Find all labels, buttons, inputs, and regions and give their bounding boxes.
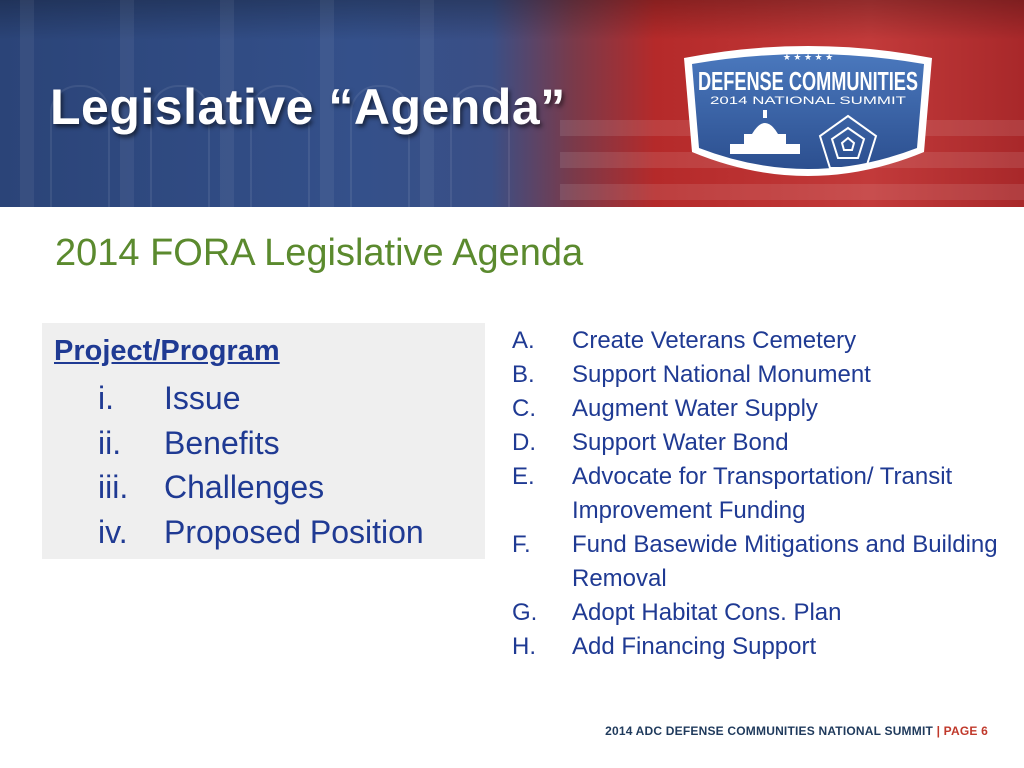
item-number: iv. bbox=[98, 513, 128, 550]
project-program-box bbox=[42, 323, 485, 559]
agenda-item bbox=[512, 528, 1012, 596]
agenda-letter: D. bbox=[512, 429, 536, 456]
agenda-text: Adopt Habitat Cons. Plan bbox=[572, 599, 842, 626]
header-banner bbox=[0, 0, 1024, 207]
agenda-letter: G. bbox=[512, 599, 538, 626]
item-number: i. bbox=[98, 380, 114, 416]
agenda-list bbox=[512, 324, 1012, 664]
page-number: PAGE 6 bbox=[943, 724, 988, 738]
item-label: Issue bbox=[164, 380, 241, 416]
project-criteria-list bbox=[42, 380, 485, 558]
agenda-item bbox=[512, 426, 1012, 460]
agenda-text: Support Water Bond bbox=[572, 429, 789, 456]
agenda-letter: B. bbox=[512, 361, 535, 388]
defense-communities-logo bbox=[672, 40, 944, 188]
agenda-letter: C. bbox=[512, 395, 536, 422]
item-number: ii. bbox=[98, 424, 122, 461]
footer bbox=[605, 724, 988, 738]
agenda-text: Add Financing Support bbox=[572, 633, 817, 660]
agenda-item bbox=[512, 630, 1012, 664]
agenda-item bbox=[512, 324, 1012, 358]
building-column bbox=[20, 0, 34, 207]
project-program-heading: Project/Program bbox=[54, 335, 280, 367]
agenda-item bbox=[512, 596, 1012, 630]
slide-title: Legislative “Agenda” bbox=[50, 79, 566, 135]
list-item bbox=[42, 380, 485, 425]
logo-title: DEFENSE COMMUNITIES bbox=[698, 66, 918, 96]
agenda-letter: H. bbox=[512, 633, 536, 660]
agenda-text: Support National Monument bbox=[572, 361, 871, 388]
item-number: iii. bbox=[98, 469, 129, 505]
header-shade bbox=[0, 0, 1024, 40]
list-item bbox=[42, 469, 485, 514]
item-label: Proposed Position bbox=[164, 513, 424, 550]
logo-subtitle: 2014 NATIONAL SUMMIT bbox=[710, 95, 907, 107]
agenda-item bbox=[512, 460, 1012, 528]
item-label: Challenges bbox=[164, 469, 325, 505]
agenda-item bbox=[512, 358, 1012, 392]
agenda-text: Create Veterans Cemetery bbox=[572, 327, 857, 354]
agenda-text: Fund Basewide Mitigations and Building Removal bbox=[572, 531, 998, 592]
item-label: Benefits bbox=[164, 424, 280, 461]
agenda-text: Augment Water Supply bbox=[572, 395, 818, 422]
agenda-letter: A. bbox=[512, 327, 535, 354]
agenda-letter: F. bbox=[512, 531, 531, 558]
footer-separator: | bbox=[936, 724, 941, 738]
subtitle: 2014 FORA Legislative Agenda bbox=[55, 232, 584, 274]
agenda-letter: E. bbox=[512, 463, 535, 490]
agenda-item bbox=[512, 392, 1012, 426]
list-item bbox=[42, 425, 485, 470]
logo-stars: ★ ★ ★ ★ ★ bbox=[782, 52, 834, 62]
list-item bbox=[42, 514, 485, 559]
footer-summit-name: 2014 ADC DEFENSE COMMUNITIES NATIONAL SUMMIT bbox=[605, 724, 934, 738]
agenda-text: Advocate for Transportation/ Transit Improvement Funding bbox=[572, 463, 953, 524]
